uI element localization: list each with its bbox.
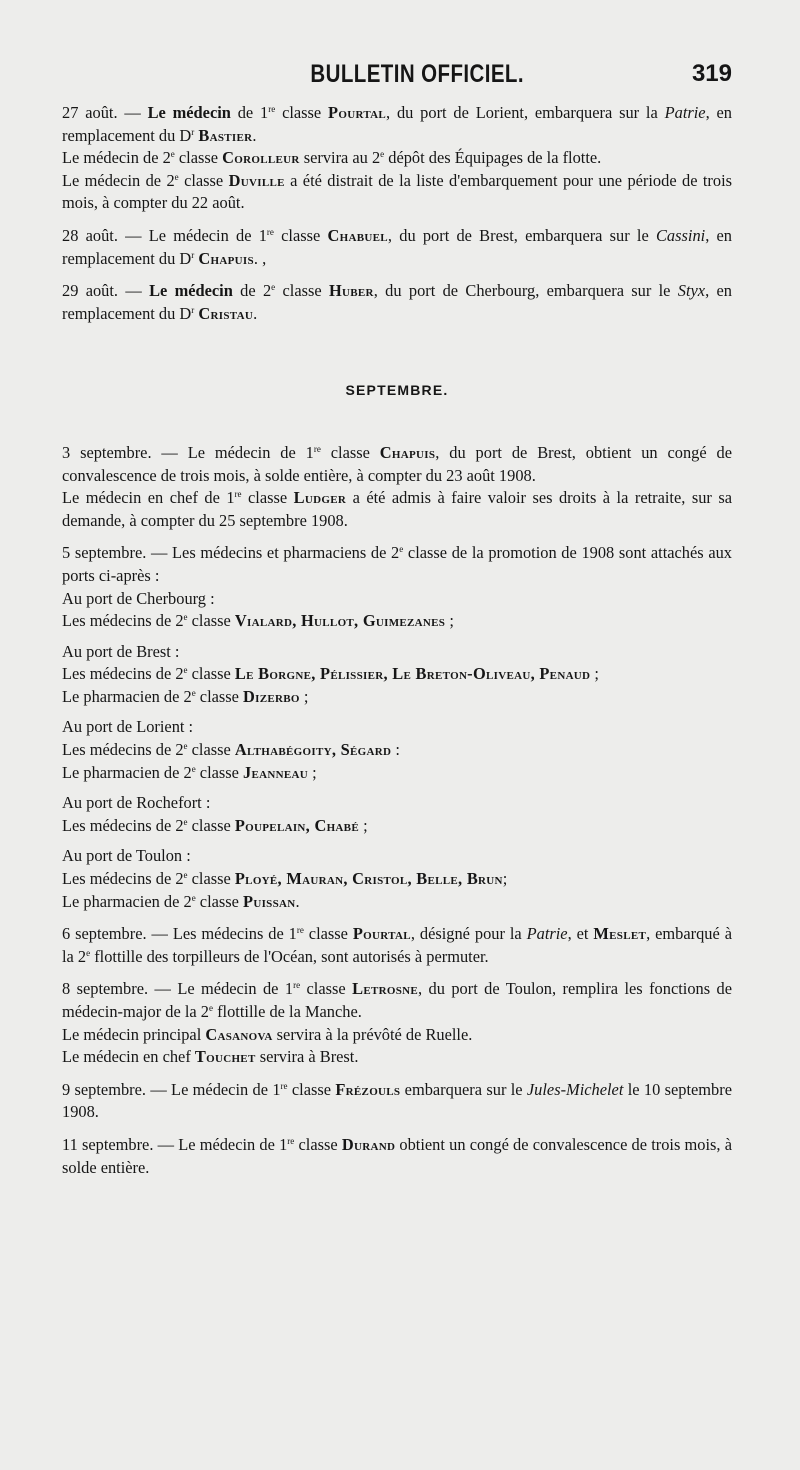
running-title: BULLETIN OFFICIEL. (310, 60, 524, 88)
port-lorient: Au port de Lorient : (62, 717, 194, 737)
port-rochefort: Au port de Rochefort : (62, 793, 211, 813)
august-entry: 27 août. — Le médecin de 1re classe Pourtal, du port de Lorient, embarquera sur la Patrie, en remplacement du $D^r$ Bastier. (62, 103, 732, 145)
port-brest: Au port de Brest : (62, 641, 180, 661)
rochefort-medecins: Les médecins de 2e classe Poupelain, Chabé ; (62, 815, 368, 835)
lorient-medecins: Les médecins de 2e classe Althabégoity, Ségard : (62, 740, 400, 760)
section-heading: SEPTEMBRE. (345, 382, 449, 399)
entry-casanova: Le médecin principal Casanova servira à la prévôté de Ruelle. (62, 1024, 473, 1044)
entry-touchet: Le médecin en chef Touchet servira à Brest. (62, 1047, 359, 1067)
entry-9-septembre: 9 septembre. — Le médecin de 1re classe Frézouls embarquera sur le Jules-Michelet le 10 septembre 1908. (62, 1079, 732, 1122)
entry-3-septembre: 3 septembre. — Le médecin de 1re classe Chapuis, du port de Brest, obtient un congé de convalescence de trois mois, à solde entière, à compter du 23 août 1908. (62, 442, 732, 485)
toulon-medecins: Les médecins de 2e classe Ployé, Mauran, Cristol, Belle, Brun; (62, 869, 508, 889)
august-entry: Le médecin de 2e classe Duville a été distrait de la liste d'embarquement pour une période de trois mois, à compter du 22 août. (62, 170, 733, 213)
entry-5-septembre: 5 septembre. — Les médecins et pharmaciens de 2e classe de la promotion de 1908 sont attachés aux ports ci-après : (62, 543, 732, 585)
body-text (62, 102, 732, 1179)
cherbourg-medecins: Les médecins de 2e classe Vialard, Hullot, Guimezanes ; (62, 611, 454, 631)
brest-medecins: Les médecins de 2e classe Le Borgne, Pélissier, Le Breton-Oliveau, Penaud ; (62, 664, 599, 684)
page-number: 319 (691, 60, 732, 87)
port-toulon: Au port de Toulon : (62, 846, 191, 866)
lorient-pharmacien: Le pharmacien de 2e classe Jeanneau ; (62, 762, 317, 782)
august-entry: 29 août. — Le médecin de 2e classe Huber, du port de Cherbourg, embarquera sur le Styx, en remplacement du $D^r$ Cristau. (62, 281, 732, 323)
entry-ludger: Le médecin en chef de 1re classe Ludger a été admis à faire valoir ses droits à la retraite, sur sa demande, à compter du 25 septembre 1908. (62, 488, 732, 530)
port-cherbourg: Au port de Cherbourg : (62, 588, 215, 608)
entry-11-septembre: 11 septembre. — Le médecin de 1re classe Durand obtient un congé de convalescence de trois mois, à solde entière. (62, 1134, 733, 1177)
toulon-pharmacien: Le pharmacien de 2e classe Puissan. (62, 891, 300, 911)
august-entry: 28 août. — Le médecin de 1re classe Chabuel, du port de Brest, embarquera sur le Cassini, en remplacement du $D^r$ Chapuis. , (62, 225, 732, 268)
page-header (62, 60, 732, 102)
entry-8-septembre: 8 septembre. — Le médecin de 1re classe Letrosne, du port de Toulon, remplira les fonctions de médecin-major de la 2e flottille de la Manche. (62, 979, 732, 1021)
entry-6-septembre: 6 septembre. — Les médecins de 1re classe Pourtal, désigné pour la Patrie, et Meslet, embarqué à la 2e flottille des torpilleurs de l'Océan, sont autorisés à permuter. (62, 924, 732, 966)
august-entry: Le médecin de 2e classe Corolleur servira au 2e dépôt des Équipages de la flotte. (62, 148, 602, 168)
brest-pharmacien: Le pharmacien de 2e classe Dizerbo ; (62, 686, 309, 706)
august-entries (62, 102, 732, 325)
